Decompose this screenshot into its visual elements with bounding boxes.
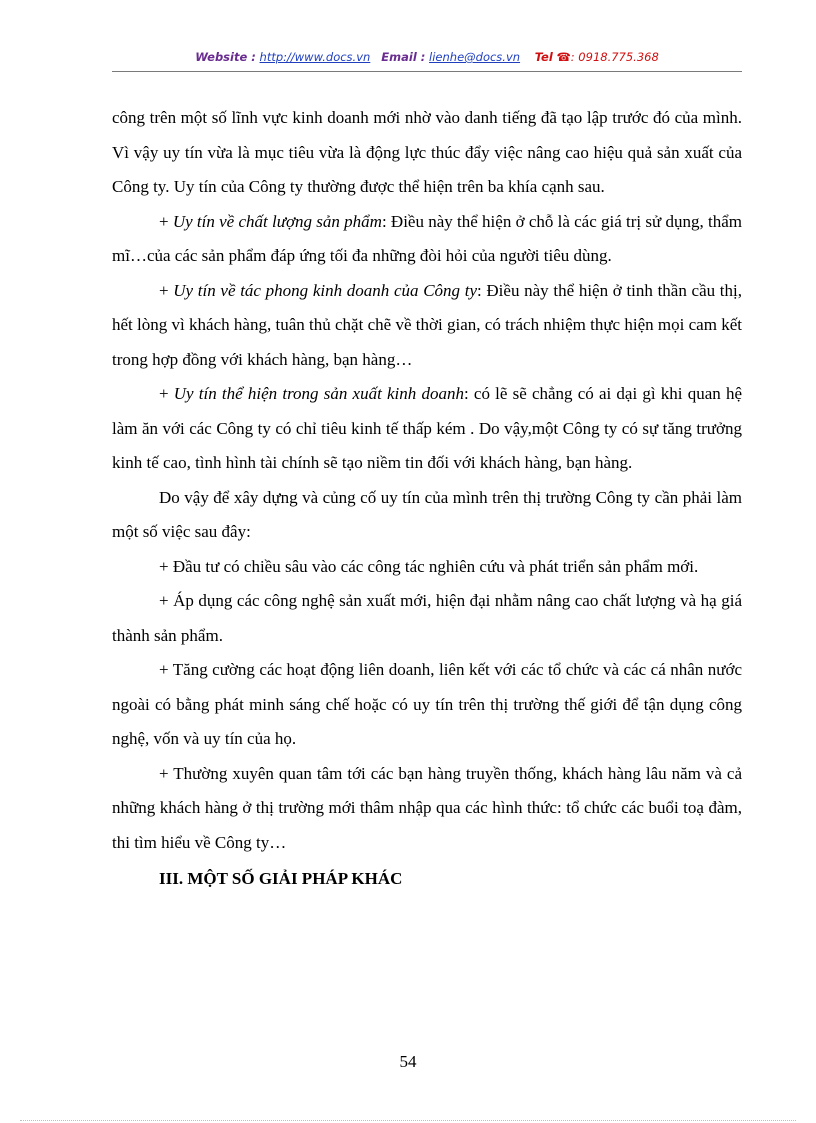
italic-term: Uy tín về chất lượng sản phẩm bbox=[172, 211, 382, 231]
italic-term: Uy tín thể hiện trong sản xuất kinh doanh bbox=[173, 384, 464, 403]
email-label: Email : bbox=[381, 50, 426, 64]
paragraph: + Tăng cường các hoạt động liên doanh, liên kết với các tổ chức và các cá nhân nước ngoài có bằng phát minh sáng chế hoặc có uy tín trên thị trường thế giới để tận dụng công nghệ, vốn và uy tín của họ. bbox=[112, 660, 742, 748]
paragraph bbox=[112, 205, 742, 274]
website-link[interactable]: http://www.docs.vn bbox=[259, 50, 371, 64]
paragraph bbox=[112, 377, 742, 481]
paragraph-text: : Điều này thể hiện ở chỗ là các giá trị sử dụng, thẩm mĩ…của các sản phẩm đáp ứng tối đa những đòi hỏi của người tiêu dùng. bbox=[112, 211, 742, 265]
paragraph-text: : Điều này thể hiện ở tinh thần cầu thị, hết lòng vì khách hàng, tuân thủ chặt chẽ về thời gian, có trách nhiệm thực hiện mọi cam kết trong hợp đồng với khách hàng, bạn hàng… bbox=[112, 280, 743, 369]
paragraph bbox=[112, 274, 742, 378]
website-label: Website : bbox=[195, 50, 256, 64]
paragraph-text: : có lẽ sẽ chẳng có ai dại gì khi quan hệ làm ăn với các Công ty có chỉ tiêu kinh tế thấp kém . Do vậy,một Công ty có sự tăng trưởng kinh tế cao, tình hình tài chính sẽ tạo niềm tin đối với khách hàng, bạn hàng. bbox=[112, 384, 742, 472]
tel-label: Tel bbox=[534, 50, 553, 64]
paragraph: + Đầu tư có chiều sâu vào các công tác nghiên cứu và phát triển sản phẩm mới. bbox=[159, 556, 699, 576]
section-heading: III. MỘT SỐ GIẢI PHÁP KHÁC bbox=[159, 869, 403, 888]
header-divider bbox=[112, 71, 742, 72]
document-body bbox=[112, 101, 742, 897]
phone-icon: ☎ bbox=[556, 50, 571, 64]
italic-term: Uy tín về tác phong kinh doanh của Công ty bbox=[173, 280, 477, 300]
page-number: 54 bbox=[399, 1052, 417, 1071]
paragraph: + Áp dụng các công nghệ sản xuất mới, hiện đại nhằm nâng cao chất lượng và hạ giá thành sản phẩm. bbox=[112, 591, 742, 645]
bullet-prefix: + bbox=[159, 384, 174, 403]
page-bottom-border bbox=[20, 1120, 796, 1121]
paragraph: + Thường xuyên quan tâm tới các bạn hàng truyền thống, khách hàng lâu năm và cả những khách hàng ở thị trường mới thâm nhập qua các hình thức: tổ chức các buổi toạ đàm, thi tìm hiểu về Công ty… bbox=[112, 763, 742, 852]
email-link[interactable]: lienhe@docs.vn bbox=[429, 50, 521, 64]
paragraph: Do vậy để xây dựng và củng cố uy tín của mình trên thị trường Công ty cần phải làm một số việc sau đây: bbox=[112, 487, 742, 541]
bullet-prefix: + bbox=[159, 280, 174, 300]
paragraph: công trên một số lĩnh vực kinh doanh mới nhờ vào danh tiếng đã tạo lập trước đó của mình. Vì vậy uy tín vừa là mục tiêu vừa là động lực thúc đẩy việc nâng cao hiệu quả sản xuất của Công ty. Uy tín của Công ty thường được thể hiện trên ba khía cạnh sau. bbox=[112, 108, 742, 196]
bullet-prefix: + bbox=[159, 211, 173, 231]
tel-number: : 0918.775.368 bbox=[570, 50, 659, 64]
page-header bbox=[112, 50, 742, 64]
